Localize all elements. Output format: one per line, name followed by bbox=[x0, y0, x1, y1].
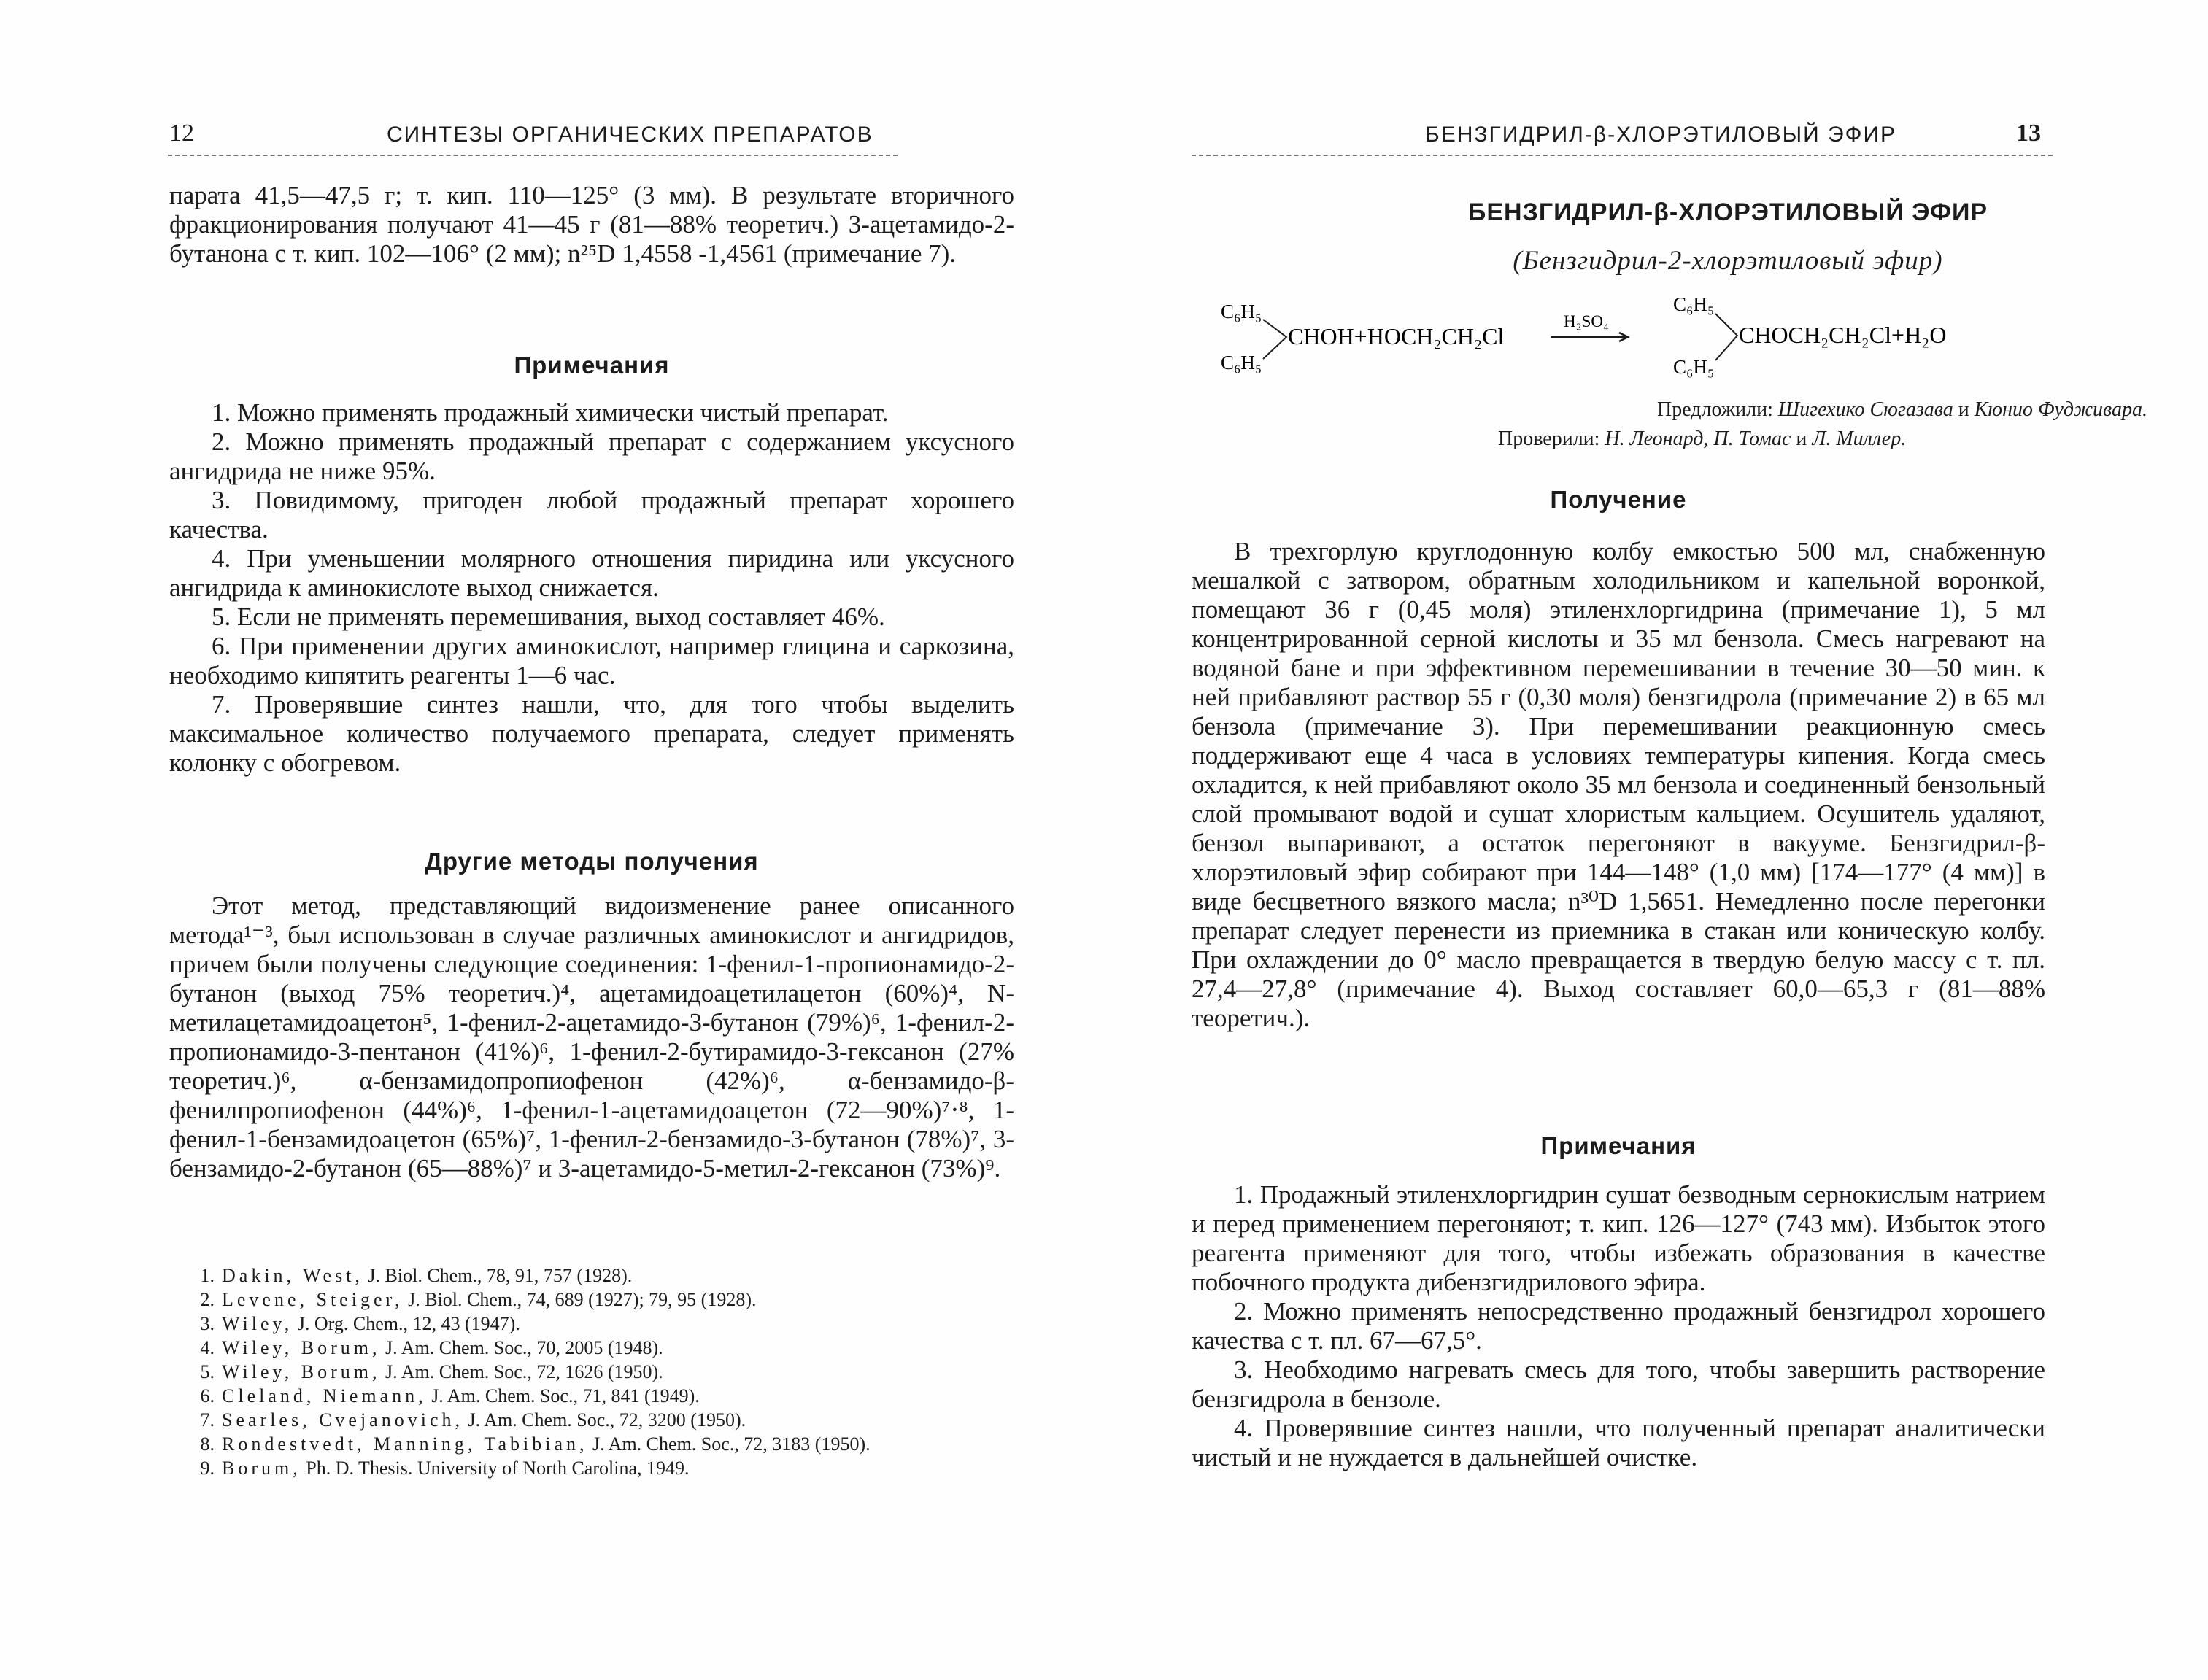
running-head: БЕНЗГИДРИЛ-β-ХЛОРЭТИЛОВЫЙ ЭФИР bbox=[1425, 123, 1897, 147]
reference-item bbox=[196, 1384, 1027, 1408]
reference-number: 9. bbox=[200, 1458, 215, 1479]
phenyl-group-label: C₆H₅ bbox=[1673, 356, 1715, 378]
reference-author: Wiley, Borum, bbox=[222, 1361, 381, 1382]
page-number: 12 bbox=[169, 120, 194, 147]
reference-author: Borum, bbox=[222, 1458, 301, 1479]
reference-author: Wiley, Borum, bbox=[222, 1337, 381, 1358]
reference-item bbox=[196, 1263, 1027, 1288]
phenyl-group-label: C₆H₅ bbox=[1221, 352, 1262, 373]
note-item: 1. Можно применять продажный химически чистый препарат. bbox=[212, 398, 889, 427]
references-list bbox=[196, 1263, 1027, 1480]
reference-source: J. Biol. Chem., 74, 689 (1927); 79, 95 (1928). bbox=[403, 1289, 757, 1310]
reference-number: 1. bbox=[200, 1265, 215, 1286]
credits-checked bbox=[1454, 425, 2191, 454]
reference-source: J. Am. Chem. Soc., 72, 1626 (1950). bbox=[380, 1361, 663, 1382]
reference-author: Wiley, bbox=[222, 1313, 293, 1334]
running-head: СИНТЕЗЫ ОРГАНИЧЕСКИХ ПРЕПАРАТОВ bbox=[387, 123, 873, 147]
note-item: 2. Можно применять непосредственно продажный бензгидрол хорошего качества с т. пл. 67—67,5°. bbox=[1192, 1297, 2045, 1355]
reference-author: Searles, Cvejanovich, bbox=[222, 1409, 463, 1431]
note-item: 4. При уменьшении молярного отношения пиридина или уксусного ангидрида к аминокислоте выход снижается. bbox=[169, 544, 1014, 602]
credits-proposed bbox=[1454, 395, 2147, 425]
other-methods-paragraph bbox=[169, 891, 1014, 1183]
reference-number: 8. bbox=[200, 1433, 215, 1455]
preparation-text: В трехгорлую круглодонную колбу емкостью 500 мл, снабженную мешалкой с затвором, обратным холодильником и капельной воронкой, помещают 36 г (0,45 моля) этиленхлоргидрина (примечание 1), 5 мл концентрированной серной кислоты и 35 мл бензола. Смесь нагревают на водяной бане и при эффективном перемешивании в течение 30—50 мин. к ней прибавляют раствор 55 г (0,30 моля) бензгидрола (примечание 2) в 65 мл бензола (примечание 3). При перемешивании реакционную смесь поддерживают еще 4 часа в условиях температуры кипения. Когда смесь охладится, к ней прибавляют около 35 мл бензола и соединенный бензольный слой промывают водой и сушат хлористым кальцием. Осушитель удаляют, бензол выпаривают, а остаток перегоняют в вакууме. Бензгидрил-β-хлорэтиловый эфир собирают при 144—148° (1,0 мм) [174—177° (4 мм)] в виде бесцветного вязкого масла; n³⁰D 1,5651. Немедленно после перегонки препарат следует перенести из приемника в стакан или коническую колбу. При охлаждении до 0° масло превращается в твердую белую массу с т. пл. 27,4—27,8° (примечание 4). Выход составляет 60,0—65,3 г (81—88% теоретич.). bbox=[1192, 537, 2045, 1032]
notes-heading: Примечания bbox=[1540, 1132, 1696, 1159]
conjunction: и bbox=[1953, 398, 1975, 421]
reference-item bbox=[196, 1408, 1027, 1432]
note-item: 4. Проверявшие синтез нашли, что полученный препарат аналитически чистый и не нуждается в дальнейшей очистке. bbox=[1192, 1414, 2045, 1471]
reference-item bbox=[196, 1336, 1027, 1360]
reference-source: Ph. D. Thesis. University of North Carolina, 1949. bbox=[301, 1458, 690, 1479]
checked-names: Н. Леонард, П. Томас bbox=[1605, 427, 1791, 450]
note-item: 5. Если не применять перемешивания, выход составляет 46%. bbox=[212, 603, 885, 631]
header-rule bbox=[1192, 155, 2053, 156]
page-number: 13 bbox=[2016, 120, 2041, 147]
other-methods-heading: Другие методы получения bbox=[425, 848, 759, 875]
reference-source: J. Am. Chem. Soc., 72, 3183 (1950). bbox=[587, 1433, 871, 1455]
header-rule bbox=[168, 155, 898, 156]
reference-item bbox=[196, 1360, 1027, 1384]
preparation-paragraph bbox=[1192, 537, 2045, 1033]
reference-item bbox=[196, 1456, 1027, 1480]
bond-lines bbox=[1263, 320, 1286, 359]
catalyst-label: H₂SO₄ bbox=[1564, 312, 1610, 330]
conjunction: и bbox=[1791, 427, 1813, 450]
reference-author: Levene, Steiger, bbox=[222, 1289, 404, 1310]
reference-source: J. Biol. Chem., 78, 91, 757 (1928). bbox=[363, 1265, 633, 1286]
reference-source: J. Org. Chem., 12, 43 (1947). bbox=[293, 1313, 520, 1334]
proposed-label: Предложили: bbox=[1657, 398, 1773, 421]
reference-source: J. Am. Chem. Soc., 72, 3200 (1950). bbox=[463, 1409, 746, 1431]
phenyl-group-label: C₆H₅ bbox=[1673, 293, 1715, 315]
notes-heading: Примечания bbox=[514, 352, 670, 379]
note-item: 2. Можно применять продажный препарат с содержанием уксусного ангидрида не ниже 95%. bbox=[169, 427, 1014, 485]
note-item: 3. Повидимому, пригоден любой продажный препарат хорошего качества. bbox=[169, 486, 1014, 543]
notes-list bbox=[1192, 1180, 2045, 1472]
note-item: 7. Проверявшие синтез нашли, что, для того чтобы выделить максимальное количество получаемого препарата, следует применять колонку с обогревом. bbox=[169, 690, 1014, 777]
note-item: 6. При применении других аминокислот, например глицина и саркозина, необходимо кипятить реагенты 1—6 час. bbox=[169, 632, 1014, 689]
checked-names: Л. Миллер. bbox=[1812, 427, 1907, 450]
reference-number: 5. bbox=[200, 1361, 215, 1382]
reference-number: 4. bbox=[200, 1337, 215, 1358]
checked-label: Проверили: bbox=[1498, 427, 1600, 450]
reference-number: 3. bbox=[200, 1313, 215, 1334]
proposed-names: Шигехико Сюгазава bbox=[1777, 398, 1953, 421]
reference-item bbox=[196, 1288, 1027, 1312]
intro-paragraph bbox=[169, 181, 1014, 268]
proposed-names: Кюнио Фудживара. bbox=[1974, 398, 2147, 421]
reference-author: Cleland, Niemann, bbox=[222, 1385, 427, 1406]
intro-text: парата 41,5—47,5 г; т. кип. 110—125° (3 мм). В результате вторичного фракционирования получают 41—45 г (81—88% теоретич.) 3-ацетамидо-2-бутанона с т. кип. 102—106° (2 мм); n²⁵D 1,4558 -1,4561 (примечание 7). bbox=[169, 181, 1014, 268]
bond-lines bbox=[1715, 314, 1737, 360]
phenyl-group-label: C₆H₅ bbox=[1221, 301, 1262, 322]
reactant-formula: CHOH+HOCH₂CH₂Cl bbox=[1288, 323, 1505, 349]
reference-number: 6. bbox=[200, 1385, 215, 1406]
notes-list bbox=[169, 398, 1014, 778]
note-item: 3. Необходимо нагревать смесь для того, чтобы завершить растворение бензгидрола в бензоле. bbox=[1192, 1355, 2045, 1413]
reference-author: Dakin, West, bbox=[222, 1265, 363, 1286]
document-title: БЕНЗГИДРИЛ-β-ХЛОРЭТИЛОВЫЙ ЭФИР bbox=[1467, 198, 1988, 226]
right-page bbox=[1104, 0, 2208, 1680]
product-formula: CHOCH₂CH₂Cl+H₂O bbox=[1739, 322, 1947, 348]
reference-number: 7. bbox=[200, 1409, 215, 1431]
document-subtitle: (Бензгидрил-2-хлорэтиловый эфир) bbox=[1513, 246, 1943, 276]
reference-source: J. Am. Chem. Soc., 71, 841 (1949). bbox=[426, 1385, 700, 1406]
other-methods-text: Этот метод, представляющий видоизменение ранее описанного метода¹⁻³, был использован в случае различных аминокислот и ангидридов, причем были получены следующие соединения: 1-фенил-1-пропионамидо-2-бутанон (выход 75% теоретич.)⁴, ацетамидоацетилацетон (60%)⁴, N-метилацетамидоацетон⁵, 1-фенил-2-ацетамидо-3-бутанон (79%)⁶, 1-фенил-2-пропионамидо-3-пентанон (41%)⁶, 1-фенил-2-бутирамидо-3-гексанон (27% теоретич.)⁶, α-бензамидопропиофенон (42%)⁶, α-бензамидо-β-фенилпропиофенон (44%)⁶, 1-фенил-1-ацетамидоацетон (72—90%)⁷⋅⁸, 1-фенил-1-бензамидоацетон (65%)⁷, 1-фенил-2-бензамидо-3-бутанон (78%)⁷, 3-бензамидо-2-бутанон (65—88%)⁷ и 3-ацетамидо-5-метил-2-гексанон (73%)⁹. bbox=[169, 891, 1014, 1182]
reference-author: Rondestvedt, Manning, Tabibian, bbox=[222, 1433, 588, 1455]
preparation-heading: Получение bbox=[1550, 486, 1687, 513]
note-item: 1. Продажный этиленхлоргидрин сушат безводным сернокислым натрием и перед применением перегоняют; т. кип. 126—127° (743 мм). Избыток этого реагента применяют для того, чтобы избежать образования в качестве побочного продукта дибензгидрилового эфира. bbox=[1192, 1180, 2045, 1296]
reference-item bbox=[196, 1432, 1027, 1456]
reference-number: 2. bbox=[200, 1289, 215, 1310]
reference-item bbox=[196, 1312, 1027, 1336]
reference-source: J. Am. Chem. Soc., 70, 2005 (1948). bbox=[380, 1337, 663, 1358]
reaction-equation bbox=[1221, 292, 2053, 379]
